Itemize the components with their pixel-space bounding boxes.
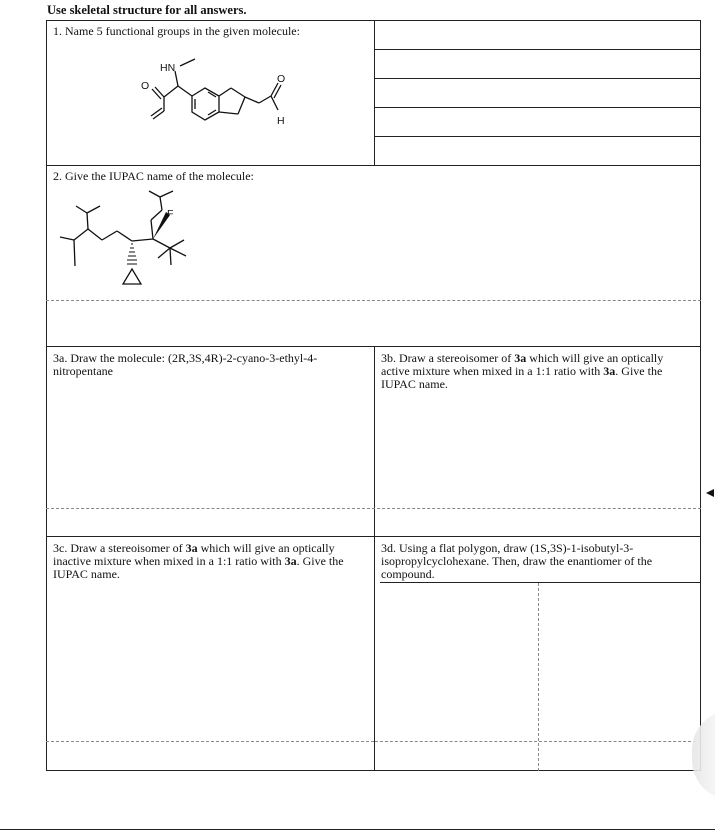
- atom-f-label: F: [167, 208, 174, 220]
- question-3b-text: 3b. Draw a stereoisomer of 3a which will give an optically active mixture when mixed in a 1:1 ratio with 3a. Give the IUPAC name.: [381, 351, 664, 391]
- question-2-text: 2. Give the IUPAC name of the molecule:: [53, 169, 254, 183]
- atom-nh-label: HN: [160, 62, 176, 74]
- question-3c-text: 3c. Draw a stereoisomer of 3a which will give an optically inactive mixture when mixed in a 1:1 ratio with 3a. Give the IUPAC name.: [53, 541, 344, 581]
- page-bottom-rule: [0, 829, 715, 830]
- question-3d-text: 3d. Using a flat polygon, draw (1S,3S)-1-isobutyl-3-isopropylcyclohexane. Then, draw the enantiomer of the compound.: [381, 541, 653, 581]
- atom-h-label: H: [277, 115, 285, 127]
- scroll-marker: [706, 489, 714, 497]
- question-3a-text: 3a. Draw the molecule: (2R,3S,4R)-2-cyano-3-ethyl-4-nitropentane: [53, 351, 318, 378]
- page-curl-shadow: [692, 710, 715, 800]
- molecule-2-structure: [0, 0, 330, 300]
- question-1-text: 1. Name 5 functional groups in the given molecule:: [53, 24, 300, 38]
- atom-o-label: O: [277, 73, 286, 85]
- atom-o-label: O: [141, 80, 150, 92]
- page-header: Use skeletal structure for all answers.: [47, 3, 247, 17]
